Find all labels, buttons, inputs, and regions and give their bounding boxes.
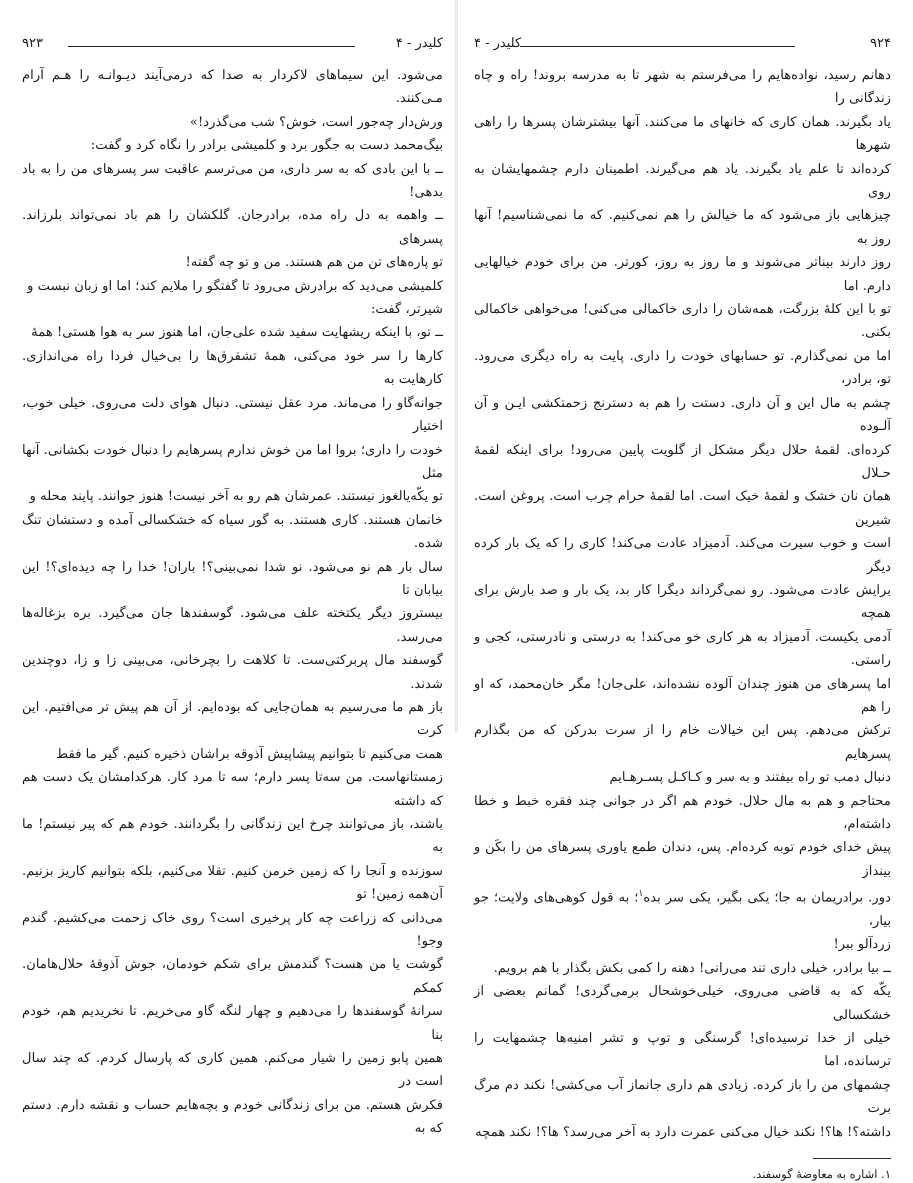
- running-title: کلیدر - ۴: [474, 36, 522, 51]
- page-number: ۹۲۴: [870, 36, 891, 51]
- right-page: [458, 0, 913, 1182]
- text-line: دهانم رسید، نواده‌هایم را می‌فرستم به شهر تا به مدرسه بروند! راه و چاه زندگانی را: [474, 68, 891, 107]
- text-line: داشته؟! ها؟! نکند خیال می‌کنی عمرت دارد به آخر می‌رسد؟ ها؟! نکند همچه: [475, 1124, 891, 1140]
- header-rule: [68, 46, 355, 47]
- text-line: چشمهای من را باز کرده. زیادی هم داری جانماز آب می‌کشی! نکند دم مرگ برت: [474, 1077, 891, 1117]
- left-page-header: [22, 36, 443, 56]
- text-line: یکّه که به قاضی می‌روی، خیلی‌خوشحال برمی‌گردی! گمانم بعضی از خشکسالی: [474, 984, 891, 1023]
- text-line: خانمان هستند. کاری هستند. به گور سیاه که خشکسالی آمده و دستشان تنگ شده.: [22, 512, 443, 552]
- footnote-marker: ۱: [638, 889, 644, 900]
- text-line: آدمی یکیست. آدمیزاد به هر کاری خو می‌کند! به درستی و نادرستی، کجی و راستی.: [474, 629, 891, 669]
- left-page: [0, 0, 455, 1137]
- text-line: دنبال دمب تو راه بیفتند و به سر و کـاکـل پسـرهـایم: [609, 770, 891, 786]
- text-line: روز دارند بیناتر می‌شوند و ما روز به روز، کورتر. من برای خودم خیالهایی دارم. اما: [474, 255, 891, 294]
- text-line: دور. برادریمان به جا؛ یکی بگیر، یکی سر بده$^۱$؛ به قول کوهی‌های ولایت؛ جو بیار،: [474, 889, 891, 930]
- text-line: چشم به مال این و آن داری. دستت را هم به دسترنج زحمتکشی ایـن و آن آلـوده: [474, 395, 891, 435]
- left-page-body: [22, 64, 443, 1141]
- text-line: ــ بیا برادر، خیلی داری تند می‌رانی! دهنه را کمی بکش بگذار با هم برویم.: [493, 960, 891, 976]
- text-line: است و خوب سیرت می‌کند. آدمیزاد عادت می‌کند! کاری را که یک بار کرده دیگر: [474, 536, 891, 575]
- page-number: ۹۲۳: [22, 36, 43, 51]
- text-line: محتاجم و هم به مال حلال. خودم هم اگر در جوانی چند فقره خبط و خطا داشته‌ام،: [474, 793, 891, 832]
- text-line: سوزنده و آنجا را که زمین خرمن کنیم. تقلا می‌کنیم، بلکه بتوانیم کاریز بزنیم. آن‌همه زمین! تو: [22, 863, 443, 903]
- text-line: برایش عادت می‌شود. رو نمی‌گرداند دیگرا کار بد، یک بار و صد بارش برای همچه: [474, 582, 891, 622]
- text-line: باز هم ما می‌رسیم به همان‌جایی که بوده‌ایم. از آن هم پیش تر می‌افتیم. این کرت: [22, 699, 443, 739]
- text-line: می‌شود. این سیماهای لاکردار به صدا که درمی‌آیند دیـوانـه را هـم آرام مـی‌کنند.: [22, 68, 443, 107]
- text-line: سال بار هم نو می‌شود. نو شدا نمی‌بینی؟! باران! خدا را چه دیده‌ای؟! این بیابان تا: [22, 559, 443, 598]
- text-line: کرده‌ای. لقمهٔ حلال دیگر مشکل از گلویت پایین می‌رود! برای اینکه لقمهٔ حـلال: [474, 442, 891, 481]
- footnote: ۱. اشاره به معاوضهٔ گوسفند.: [752, 1167, 891, 1182]
- text-line: ــ با این بادی که به سر داری، من می‌ترسم عاقبت سر پسرهای من را به باد بدهی!: [22, 161, 443, 201]
- text-line: بیگ‌محمد دست به جگور برد و کلمیشی برادر را نگاه کرد و گفت:: [90, 138, 443, 154]
- running-title: کلیدر - ۴: [395, 36, 443, 51]
- text-line: کارها را سر خود می‌کنی، همهٔ تشقرق‌ها را بی‌خیال فردا راه می‌اندازی. کارهایت به: [22, 348, 443, 388]
- text-line: همان نان خشک و لقمهٔ خیک است. اما لقمهٔ حرام چرب است. پروغن است. شیرین: [474, 489, 891, 528]
- text-line: بیستروز دیگر یکتخته علف می‌شود. گوسفندها جان می‌گیرد. بره بزغاله‌ها می‌رسد.: [22, 606, 443, 645]
- text-line: زردآلو ببر!: [833, 937, 891, 953]
- right-page-header: [474, 36, 891, 56]
- text-line: تو یکّه‌یالغوز نیستند. عمرشان هم رو به آخر نیست! هنوز جوانند. پایند محله و: [29, 489, 443, 505]
- text-line: پیش خدای خودم توبه کرده‌ام. پس، دندان طمع یاوری پسرهای من را بکَن و بینداز: [474, 840, 891, 879]
- text-line: گوشت یا من هست؟ گندمش برای شکم خودمان، جوش آذوقهٔ حلال‌هامان. کمکم: [22, 957, 443, 996]
- text-line: همین پابو زمین را شیار می‌کنم. همین کاری که پارسال کردم. که چند سال است در: [22, 1051, 443, 1090]
- text-line: گوسفند مال پربرکتی‌ست. تا کلاهت را بچرخانی، می‌بینی زا و زا، دوچندین شدند.: [22, 653, 443, 692]
- text-line: کلمیشی می‌دید که برادرش می‌رود تا گفتگو را ملایم کند؛ اما او زبان نبست و: [27, 278, 443, 294]
- text-line: اما من نمی‌گذارم. تو حسابهای خودت را داری. پایت به راه دیگری می‌رود. تو، برادر،: [474, 348, 891, 388]
- text-line: ــ تو، با اینکه ریشهایت سفید شده علی‌جان، اما هنوز سر به هوا هستی! همهٔ: [31, 325, 443, 341]
- text-line: خودت را داری؛ بروا اما من خوش ندارم پسرهایم را دنبال خودت بکشانی. آنها مثل: [22, 442, 443, 481]
- text-line: تو پاره‌های تن من هم هستند. من و تو چه گفته!: [185, 255, 443, 271]
- right-page-body: [474, 64, 891, 1144]
- text-line: باشند، باز می‌توانند چرخ این زندگانی را بگردانند. خودم هم که پیر نیستم! ما به: [22, 817, 443, 856]
- text-line: می‌دانی که زراعت چه کار پرخیری است؟ روی خاک زحمت می‌کشیم. گندم وجو!: [22, 910, 443, 950]
- text-line: ــ واهمه به دل راه مده، برادرجان. گلکشان را هم باد نمی‌تواند بلرزاند. پسرهای: [22, 208, 443, 247]
- text-line: تو با این کلهٔ بزرگت، همه‌شان را داری خاکمالی می‌کنی! می‌خواهی خاکمالی بکنی.: [474, 302, 891, 341]
- text-line: چیزهایی باز می‌شود که ما خیالش را هم نمی‌کنیم. که ما نمی‌شناسیم! آنها روز به: [474, 208, 891, 247]
- text-line: ورش‌دار چه‌جور است، خوش؟ شب می‌گذرد!»: [189, 114, 443, 130]
- text-line: جوانه‌گاو را می‌ماند. مرد عقل نیستی. دنبال هوای دلت می‌روی. خیلی خوب، اختیار: [22, 395, 443, 435]
- text-line: خیلی از خدا ترسیده‌ای! گرسنگی و توپ و تشر امنیه‌ها چشمهایت را ترسانده، اما: [474, 1031, 891, 1070]
- text-line: سرانهٔ گوسفندها را می‌دهیم و چهار لنگه گاو می‌خریم. تا نخریدیم هم، خودم بنا: [22, 1004, 443, 1043]
- footnote-rule: [813, 1158, 891, 1159]
- text-line: ترکش می‌دهم. پس این خیالات خام را از سرت بدرکن که من بگذارم پسرهایم: [474, 723, 891, 762]
- text-line: فکرش هستم. من برای زندگانی خودم و بچه‌هایم حساب و نقشه دارم. دستم که به: [22, 1097, 443, 1137]
- header-rule: [520, 46, 795, 47]
- text-line: شیرتر، گفت:: [370, 302, 443, 318]
- text-line: همت می‌کنیم تا بتوانیم پیشاپیش آذوقه براشان ذخیره کنیم. گیر ما فقط: [56, 746, 443, 762]
- text-line: کرده‌اند تا علم یاد بگیرند. یاد هم می‌گیرند. اطمینان دارم چشمهایشان به روی: [474, 161, 891, 201]
- text-line: یاد بگیرند. همان کاری که خانهای ما می‌کنند. آنها بیشترشان پسرها را راهی شهرها: [474, 114, 891, 154]
- text-line: اما پسرهای من هنوز چندان آلوده نشده‌اند، علی‌جان! مگر خان‌محمد، که او را هم: [474, 676, 891, 715]
- text-line: زمستانهاست. من سه‌تا پسر دارم؛ سه تا مرد کار. هرکدامشان یک دست هم که داشته: [22, 770, 443, 809]
